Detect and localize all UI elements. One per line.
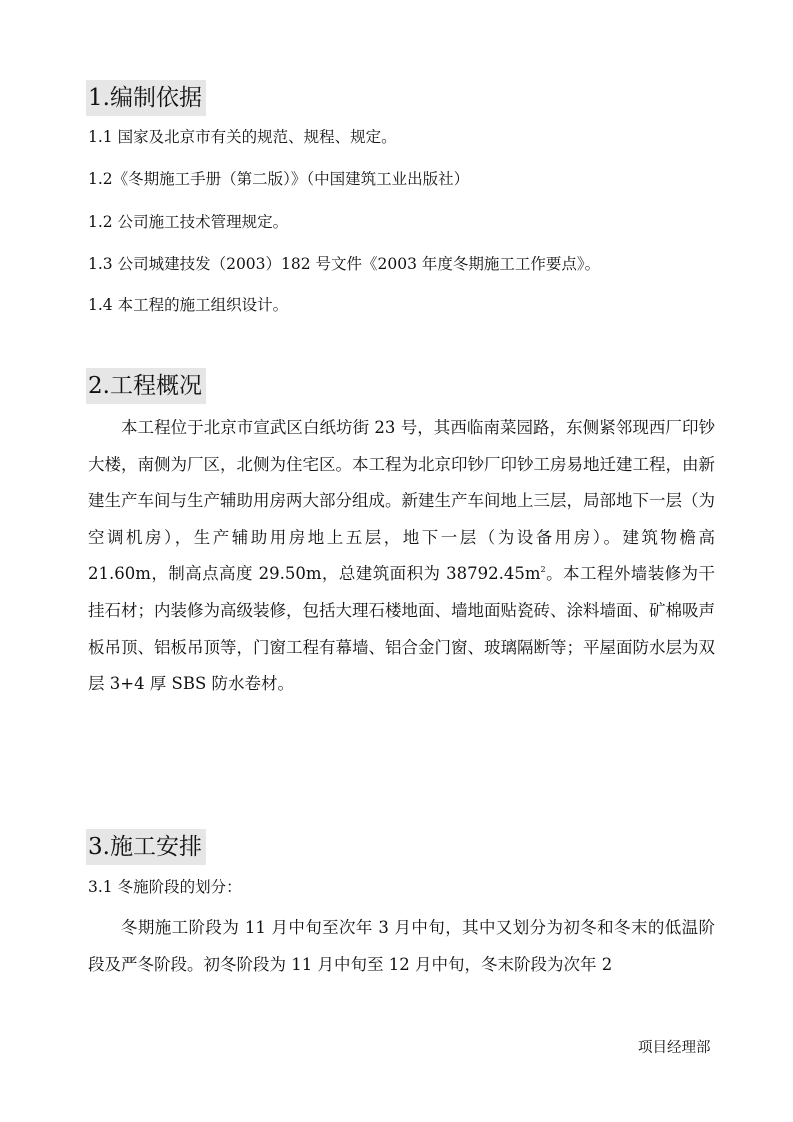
- basis-item-1-1: 1.1 国家及北京市有关的规范、规程、规定。: [88, 128, 397, 146]
- basis-item-1-2-company: 1.2 公司施工技术管理规定。: [88, 213, 289, 231]
- section-3-heading: 3.施工安排: [86, 829, 206, 865]
- section-1-heading: 1.编制依据: [86, 80, 206, 116]
- overview-text-part-1: 本工程位于北京市宣武区白纸坊街 23 号，其西临南菜园路，东侧紧邻现西厂印钞大楼，南侧为厂区，北侧为住宅区。本工程为北京印钞厂印钞工房易地迁建工程，由新建生产车间与生产辅助用房两大部分组成。新建生产车间地上三层，局部地下一层（为空调机房），生产辅助用房地上五层，地下一层（为设备用房）。建筑物檐高 21.60m，制高点高度 29.50m，总建筑面积为 38792.45m: [88, 418, 715, 584]
- section-2-heading: 2.工程概况: [86, 368, 206, 404]
- subsection-3-1-heading: 3.1 冬施阶段的划分：: [88, 878, 242, 896]
- winter-phase-paragraph: 冬期施工阶段为 11 月中旬至次年 3 月中旬，其中又划分为初冬和冬末的低温阶段及严冬阶段。初冬阶段为 11 月中旬至 12 月中旬，冬末阶段为次年 2: [88, 918, 715, 974]
- footer-project-department: 项目经理部: [638, 1040, 711, 1056]
- basis-item-1-3: 1.3 公司城建技发（2003）182 号文件《2003 年度冬期施工工作要点》。: [88, 255, 601, 273]
- area-unit-superscript: 2: [540, 565, 546, 575]
- basis-item-1-4: 1.4 本工程的施工组织设计。: [88, 296, 289, 314]
- overview-text-part-2: 。本工程外墙装修为干挂石材；内装修为高级装修，包括大理石楼地面、墙地面贴瓷砖、涂料墙面、矿棉吸声板吊顶、铝板吊顶等，门窗工程有幕墙、铝合金门窗、玻璃隔断等；平屋面防水层为双层 3+4 厚 SBS 防水卷材。: [88, 564, 715, 694]
- basis-item-1-2-manual: 1.2《冬期施工手册（第二版）》（中国建筑工业出版社）: [88, 170, 470, 188]
- project-overview-paragraph: [88, 410, 715, 703]
